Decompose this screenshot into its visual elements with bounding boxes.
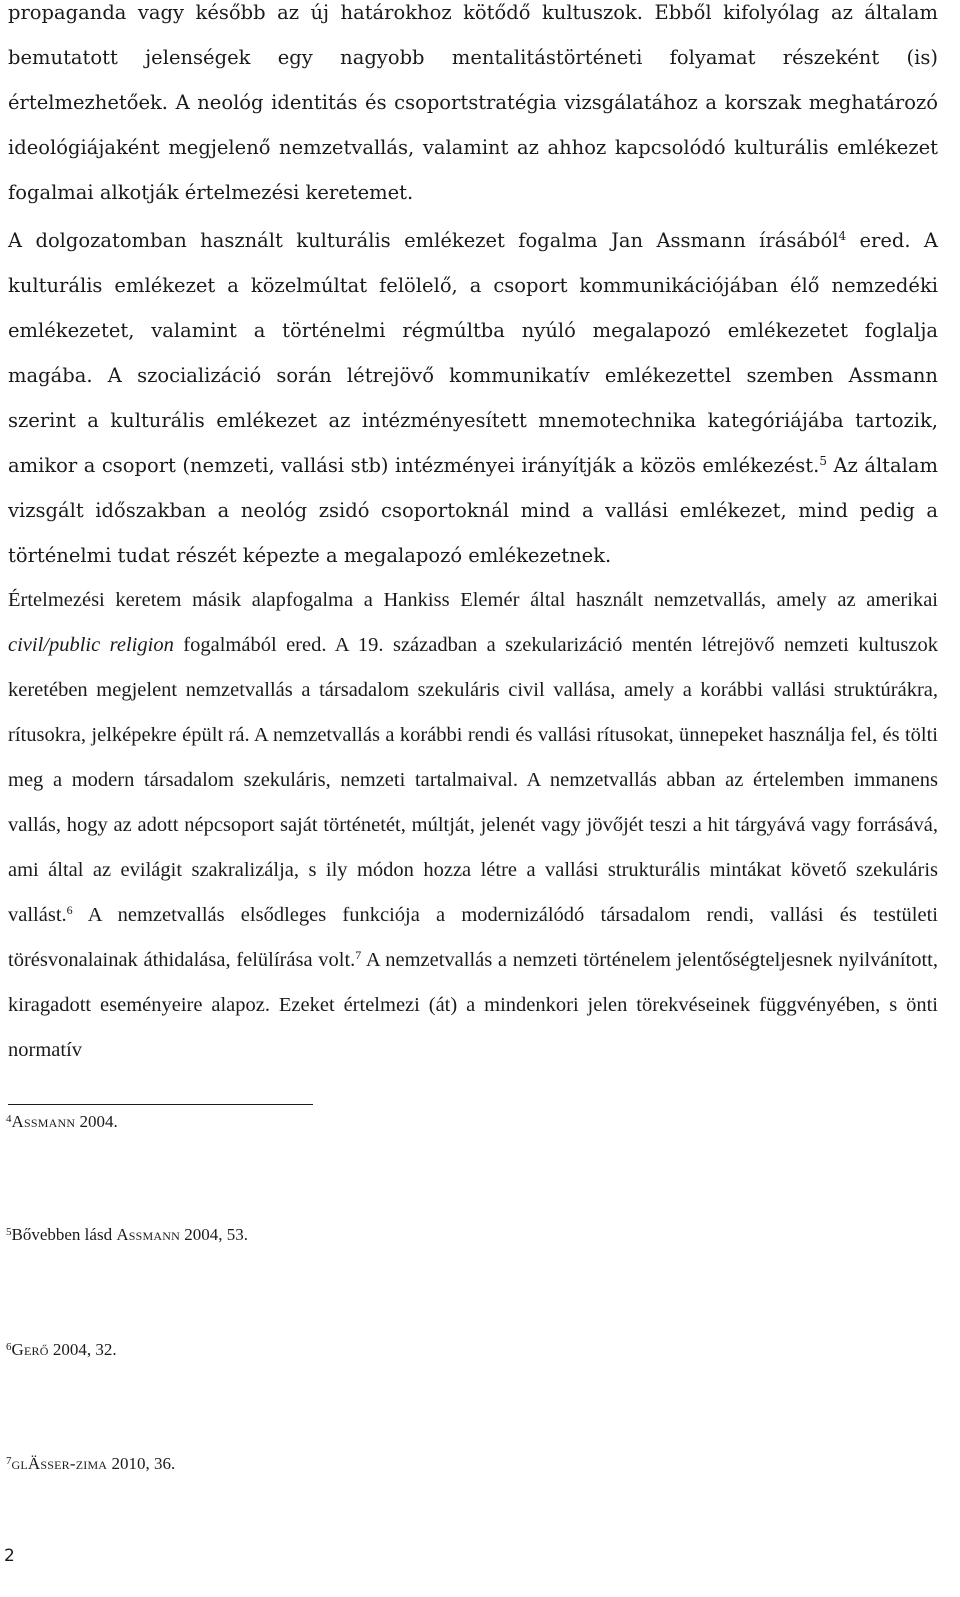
footnote-4 [6,1109,118,1132]
footnote-citation: 2010, 36. [107,1454,176,1473]
footnote-reference: 5 [819,454,827,468]
footnote-author: glÄsser-zima [11,1454,108,1473]
text-run: fogalmából ered. A 19. században a szekularizáció mentén létrejövő nemzeti kultuszok keretében megjelent nemzetvallás a társadalom szekuláris civil vallása, amely a korábbi vallási struktúrákra, rítusokra, jelképekre épült rá. A nemzetvallás a korábbi rendi és vallási rítusokat, ünnepeket használja fel, és tölti meg a modern társadalom szekuláris, nemzeti tartalmaival. A nemzetvallás abban az értelemben immanens vallás, hogy az adott népcsoport saját történetét, múltját, jelenét vagy jövőjét teszi a hit tárgyává vagy forrásává, ami által az evilágit szakralizálja, s ily módon hozza létre a vallási strukturális mintákat követő szekuláris vallást. [8,634,938,926]
footnote-author: Gerő [11,1340,49,1359]
text-run: Értelmezési keretem másik alapfogalma a Hankiss Elemér által használt nemzetvallás, amely az amerikai [8,589,938,611]
footnote-reference: 7 [355,948,362,962]
footnote-author: Assmann [11,1112,76,1131]
page-number: 2 [4,1546,15,1566]
text-run: ered. A kulturális emlékezet a közelmúltat felölelő, a csoport kommunikációjában élő nemzedéki emlékezetet, valamint a történelmi régmúltba nyúló megalapozó emlékezetet foglalja magába. A szocializáció során létrejövő kommunikatív emlékezettel szemben Assmann szerint a kulturális emlékezet az intézményesített mnemotechnika kategóriájába tartozik, amikor a csoport (nemzeti, vallási stb) intézményei irányítják a közös emlékezést. [8,229,939,477]
footnote-number: 6 [6,1341,12,1353]
footnote-6 [6,1337,117,1360]
text-run: propaganda vagy később az új határokhoz kötődő kultuszok. Ebből kifolyólag az általam bemutatott jelenségek egy nagyobb mentalitástörténeti folyamat részeként (is) értelmezhetőek. A neológ identitás és csoportstratégia vizsgálatához a korszak meghatározó ideológiájaként megjelenő nemzetvallás, valamint az ahhoz kapcsolódó kulturális emlékezet fogalmai alkotják értelmezési keretemet. [8,1,938,204]
body-paragraph-1 [8,0,938,215]
text-run: A nemzetvallás elsődleges funkciója a modernizálódó társadalom rendi, vallási és testületi törésvonalainak áthidalása, felülírása volt. [8,904,938,971]
footnote-citation: 2004, 32. [48,1340,117,1359]
footnote-number: 7 [6,1455,12,1467]
footnote-number: 5 [6,1226,12,1238]
footnote-separator [8,1104,313,1105]
footnote-citation: 2004. [75,1112,118,1131]
footnote-7 [6,1451,175,1474]
footnote-lead: Bővebben lásd [11,1225,117,1244]
footnote-citation: 2004, 53. [180,1225,249,1244]
body-paragraph-3 [8,578,938,1073]
footnote-author: Assmann [116,1225,181,1244]
text-run: A nemzetvallás a nemzeti történelem jelentőségteljesnek nyilvánított, kiragadott eseményeire alapoz. Ezeket értelmezi (át) a mindenkori jelen törekvéseinek függvényében, s önti normatív [8,949,938,1061]
body-paragraph-2 [8,218,938,578]
text-run: A dolgozatomban használt kulturális emlékezet fogalma Jan Assmann írásából [8,229,839,252]
footnote-reference: 4 [838,229,847,243]
italic-term: civil/public religion [8,634,174,656]
footnote-5 [6,1222,248,1245]
text-run: Az általam vizsgált időszakban a neológ zsidó csoportoknál mind a vallási emlékezet, mind pedig a történelmi tudat részét képezte a megalapozó emlékezetnek. [8,454,938,567]
footnote-number: 4 [6,1113,12,1125]
footnote-reference: 6 [66,903,73,917]
